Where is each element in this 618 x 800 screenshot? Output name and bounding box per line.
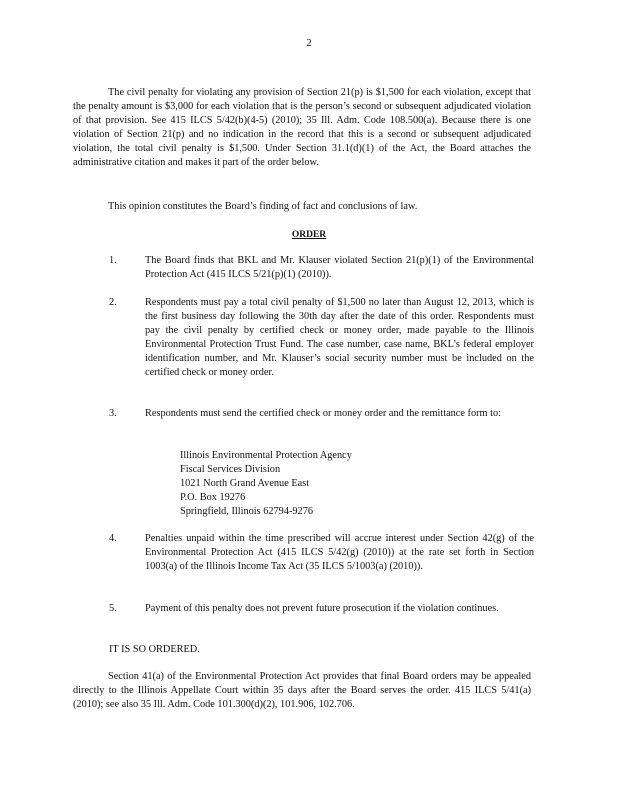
address-line: Springfield, Illinois 62794-9276 bbox=[180, 506, 313, 517]
so-ordered: IT IS SO ORDERED. bbox=[109, 644, 200, 655]
order-item-text: Payment of this penalty does not prevent future prosecution if the violation continues. bbox=[145, 603, 499, 614]
order-item-text: The Board finds that BKL and Mr. Klauser violated Section 21(p)(1) of the Environmental Protection Act (415 ILCS 5/21(p)(1) (2010)). bbox=[145, 255, 534, 280]
order-heading bbox=[0, 228, 618, 242]
address-line: Fiscal Services Division bbox=[180, 464, 281, 475]
order-item-number: 2. bbox=[109, 297, 117, 308]
order-item-text: Respondents must send the certified check or money order and the remittance form to: bbox=[145, 408, 501, 419]
order-item-number: 4. bbox=[109, 533, 117, 544]
remittance-address bbox=[180, 449, 420, 519]
order-item-number: 1. bbox=[109, 255, 117, 266]
penalty-paragraph: The civil penalty for violating any provision of Section 21(p) is $1,500 for each violation, except that the penalty amount is $3,000 for each violation that is the person’s second or subsequent adjudicated violation of that provision. See 415 ILCS 5/42(b)(4-5) (2010); 35 Ill. Adm. Code 108.500(a). Because there is one violation of Section 21(p) and no indication in the record that this is a second or subsequent adjudicated violation, the total civil penalty is $1,500. Under Section 31.1(d)(1) of the Act, the Board attaches the administrative citation and makes it part of the order below. bbox=[73, 87, 531, 168]
address-line: Illinois Environmental Protection Agency bbox=[180, 450, 352, 461]
findings-paragraph: This opinion constitutes the Board’s finding of fact and conclusions of law. bbox=[108, 201, 418, 212]
order-heading-text: ORDER bbox=[291, 230, 327, 240]
order-item-number: 3. bbox=[109, 408, 117, 419]
order-item-number: 5. bbox=[109, 603, 117, 614]
address-line: 1021 North Grand Avenue East bbox=[180, 478, 310, 489]
appeal-paragraph: Section 41(a) of the Environmental Protection Act provides that final Board orders may be appealed directly to the Illinois Appellate Court within 35 days after the Board serves the order. 415 ILCS 5/41(a) (2010); see also 35 Ill. Adm. Code 101.300(d)(2), 101.906, 102.706. bbox=[73, 671, 531, 710]
order-item-text: Penalties unpaid within the time prescribed will accrue interest under Section 42(g) of the Environmental Protection Act (415 ILCS 5/42(g) (2010)) at the rate set forth in Section 1003(a) of the Illinois Income Tax Act (35 ILCS 5/1003(a) (2010)). bbox=[145, 533, 534, 572]
page-number: 2 bbox=[306, 37, 312, 49]
address-line: P.O. Box 19276 bbox=[180, 492, 246, 503]
order-item-text: Respondents must pay a total civil penalty of $1,500 no later than August 12, 2013, which is the first business day following the 30th day after the date of this order. Respondents must pay the civil penalty by certified check or money order, made payable to the Illinois Environmental Protection Trust Fund. The case number, case name, BKL’s federal employer identification number, and Mr. Klauser’s social security number must be included on the certified check or money order. bbox=[145, 297, 534, 378]
